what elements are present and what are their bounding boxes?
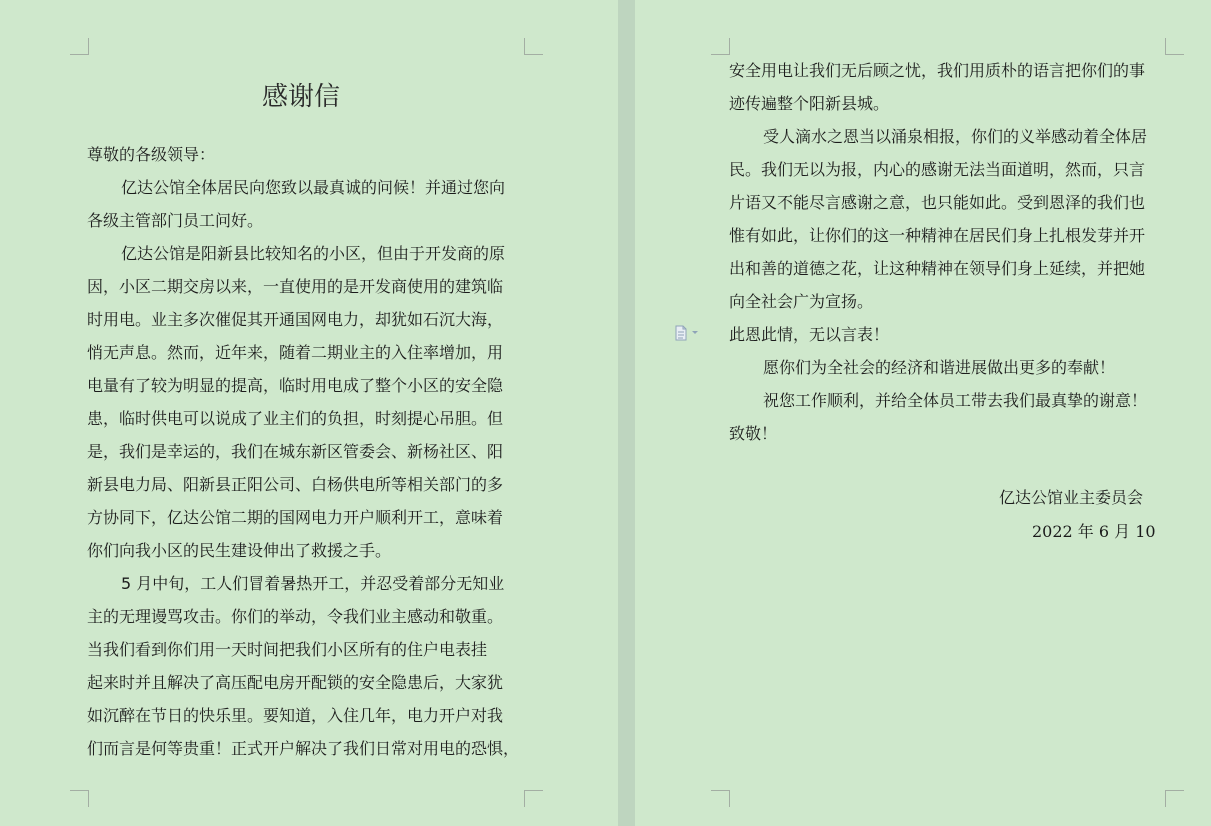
text-line: 迹传遍整个阳新县城。	[729, 94, 890, 113]
text-line: 安全用电让我们无后顾之忧，我们用质朴的语言把你们的事	[729, 61, 1146, 80]
margin-corner-mark	[524, 790, 543, 807]
text-line: 们而言是何等贵重！正式开户解决了我们日常对用电的恐惧，	[87, 739, 520, 758]
text-line: 亿达公馆是阳新县比较知名的小区，但由于开发商的原	[121, 244, 506, 263]
text-line: 悄无声息。然而，近年来，随着二期业主的入住率增加，用	[87, 343, 504, 362]
text-line: 受人滴水之恩当以涌泉相报，你们的义举感动着全体居	[763, 127, 1148, 146]
margin-corner-mark	[1165, 38, 1184, 55]
margin-corner-mark	[524, 38, 543, 55]
page-gutter	[618, 0, 635, 826]
document-page-2[interactable]	[635, 0, 1211, 826]
text-line: 当我们看到你们用一天时间把我们小区所有的住户电表挂	[87, 640, 488, 659]
text-line: 祝您工作顺利，并给全体员工带去我们最真挚的谢意！	[763, 391, 1148, 410]
text-line: 患，临时供电可以说成了业主们的负担，时刻提心吊胆。但	[87, 409, 504, 428]
text-line: 5 月中旬，工人们冒着暑热开工，并忍受着部分无知业	[121, 574, 505, 593]
text-line: 新县电力局、阳新县正阳公司、白杨供电所等相关部门的多	[87, 475, 504, 494]
signature: 亿达公馆业主委员会	[999, 488, 1144, 507]
text-line: 此恩此情，无以言表！	[729, 325, 890, 344]
text-line: 民。我们无以为报，内心的感谢无法当面道明，然而，只言	[729, 160, 1146, 179]
paste-options-icon[interactable]	[674, 325, 700, 341]
text-line: 愿你们为全社会的经济和谐进展做出更多的奉献！	[763, 358, 1116, 377]
text-line: 片语又不能尽言感谢之意，也只能如此。受到恩泽的我们也	[729, 193, 1146, 212]
margin-corner-mark	[711, 790, 730, 807]
text-line: 惟有如此，让你们的这一种精神在居民们身上扎根发芽并开	[729, 226, 1146, 245]
letter-title: 感谢信	[262, 82, 341, 112]
text-line: 你们向我小区的民生建设伸出了救援之手。	[87, 541, 392, 560]
text-line: 向全社会广为宣扬。	[729, 292, 874, 311]
text-line: 如沉醉在节日的快乐里。要知道，入住几年，电力开户对我	[87, 706, 504, 725]
margin-corner-mark	[70, 38, 89, 55]
text-line: 致敬！	[729, 424, 778, 443]
margin-corner-mark	[1165, 790, 1184, 807]
text-line: 是，我们是幸运的，我们在城东新区管委会、新杨社区、阳	[87, 442, 504, 461]
text-line: 时用电。业主多次催促其开通国网电力，却犹如石沉大海，	[87, 310, 504, 329]
letter-date: 2022 年 6 月 10	[1032, 522, 1156, 541]
text-line: 尊敬的各级领导：	[87, 145, 216, 164]
text-line: 方协同下，亿达公馆二期的国网电力开户顺利开工，意味着	[87, 508, 504, 527]
text-line: 起来时并且解决了高压配电房开配锁的安全隐患后，大家犹	[87, 673, 504, 692]
text-line: 出和善的道德之花，让这种精神在领导们身上延续，并把她	[729, 259, 1146, 278]
text-line: 亿达公馆全体居民向您致以最真诚的问候！并通过您向	[121, 178, 506, 197]
margin-corner-mark	[711, 38, 730, 55]
text-line: 因，小区二期交房以来，一直使用的是开发商使用的建筑临	[87, 277, 504, 296]
margin-corner-mark	[70, 790, 89, 807]
text-line: 主的无理谩骂攻击。你们的举动，令我们业主感动和敬重。	[87, 607, 504, 626]
text-line: 电量有了较为明显的提高，临时用电成了整个小区的安全隐	[87, 376, 504, 395]
text-line: 各级主管部门员工问好。	[87, 211, 264, 230]
